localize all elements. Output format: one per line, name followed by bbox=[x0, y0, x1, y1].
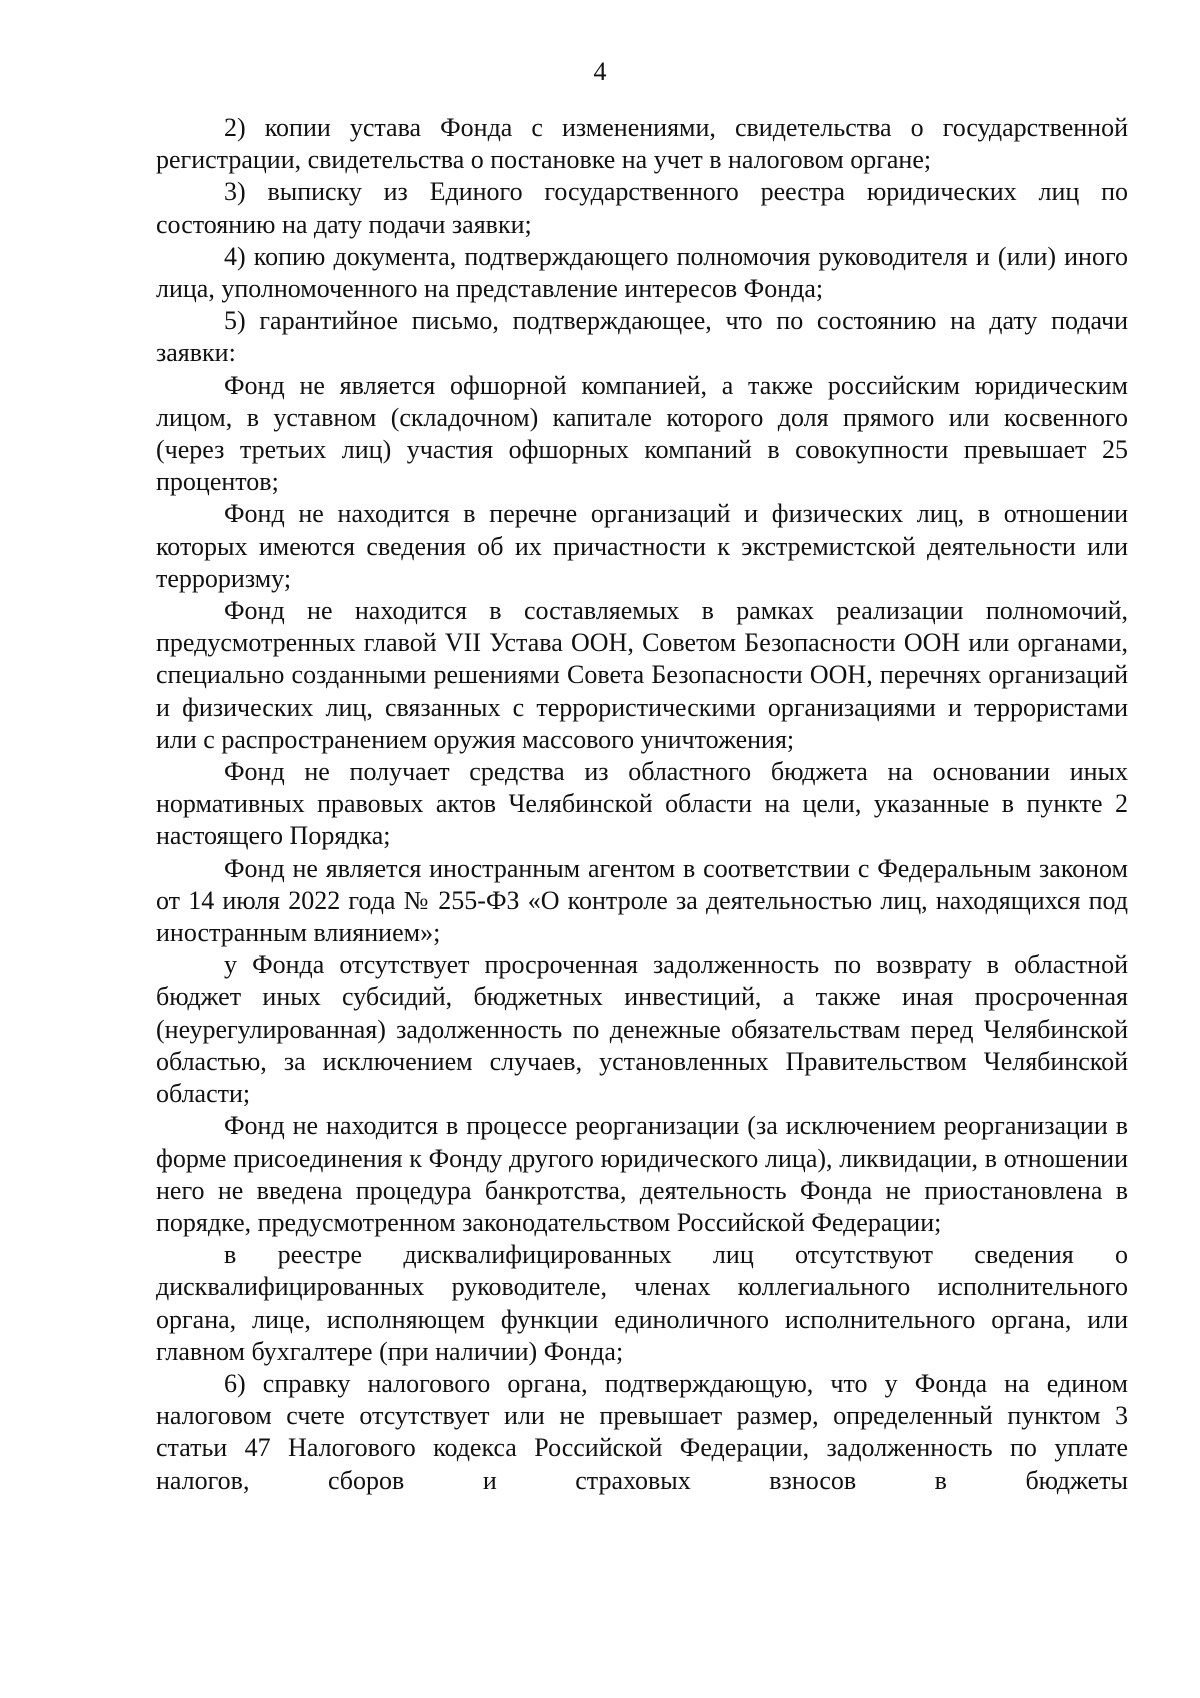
paragraph-extremism: Фонд не находится в перечне организаций и физических лиц, в отношении которых имеются сведения об их причастности к экстремистской деятельности или терроризму; bbox=[156, 499, 1128, 593]
paragraph-debt: у Фонда отсутствует просроченная задолженность по возврату в областной бюджет иных субсидий, бюджетных инвестиций, а также иная просроченная (неурегулированная) задолженность по денежные обязательствам перед Челябинской областью, за исключением случаев, установленных Правительством Челябинской области; bbox=[156, 950, 1128, 1109]
page-number: 4 bbox=[593, 57, 607, 86]
paragraph-foreign-agent: Фонд не является иностранным агентом в соответствии с Федеральным законом от 14 июля 2022 года № 255-ФЗ «О контроле за деятельностью лиц, находящихся под иностранным влиянием»; bbox=[156, 853, 1128, 948]
paragraph-item-2: 2) копии устава Фонда с изменениями, свидетельства о государственной регистрации, свидетельства о постановке на учет в налоговом органе; bbox=[156, 113, 1128, 175]
paragraph-item-4: 4) копию документа, подтверждающего полномочия руководителя и (или) иного лица, уполномоченного на представление интересов Фонда; bbox=[156, 241, 1128, 304]
paragraph-disqualified: в реестре дисквалифицированных лиц отсутствуют сведения о дисквалифицированных руководителе, членах коллегиального исполнительного органа, лице, исполняющем функции единоличного исполнительного органа, или главном бухгалтере (при наличии) Фонда; bbox=[156, 1240, 1128, 1366]
paragraph-offshore: Фонд не является офшорной компанией, а также российским юридическим лицом, в уставном (складочном) капитале которого доля прямого или косвенного (через третьих лиц) участия офшорных компаний в совокупности превышает 25 процентов; bbox=[156, 370, 1128, 497]
paragraph-reorganization: Фонд не находится в процессе реорганизации (за исключением реорганизации в форме присоединения к Фонду другого юридического лица), ликвидации, в отношении него не введена процедура банкротства, деятельность Фонда не приостановлена в порядке, предусмотренном законодательством Российской Федерации; bbox=[156, 1111, 1128, 1237]
paragraph-regional-budget: Фонд не получает средства из областного бюджета на основании иных нормативных правовых актов Челябинской области на цели, указанные в пункте 2 настоящего Порядка; bbox=[156, 757, 1128, 851]
paragraph-un-lists: Фонд не находится в составляемых в рамках реализации полномочий, предусмотренных главой VII Устава ООН, Советом Безопасности ООН или органами, специально созданными решениями Совета Безопасности ООН, перечнях организаций и физических лиц, связанных с террористическими организациями и террористами или с распространением оружия массового уничтожения; bbox=[156, 596, 1128, 754]
paragraph-item-3: 3) выписку из Единого государственного реестра юридических лиц по состоянию на дату подачи заявки; bbox=[156, 177, 1128, 239]
document-body bbox=[156, 112, 1128, 1497]
paragraph-item-5: 5) гарантийное письмо, подтверждающее, что по состоянию на дату подачи заявки: bbox=[156, 306, 1128, 368]
paragraph-item-6: 6) справку налогового органа, подтверждающую, что у Фонда на едином налоговом счете отсутствует или не превышает размер, определенный пунктом 3 статьи 47 Налогового кодекса Российской Федерации, задолженность по уплате налогов, сборов и страховых взносов в бюджеты bbox=[156, 1368, 1128, 1495]
